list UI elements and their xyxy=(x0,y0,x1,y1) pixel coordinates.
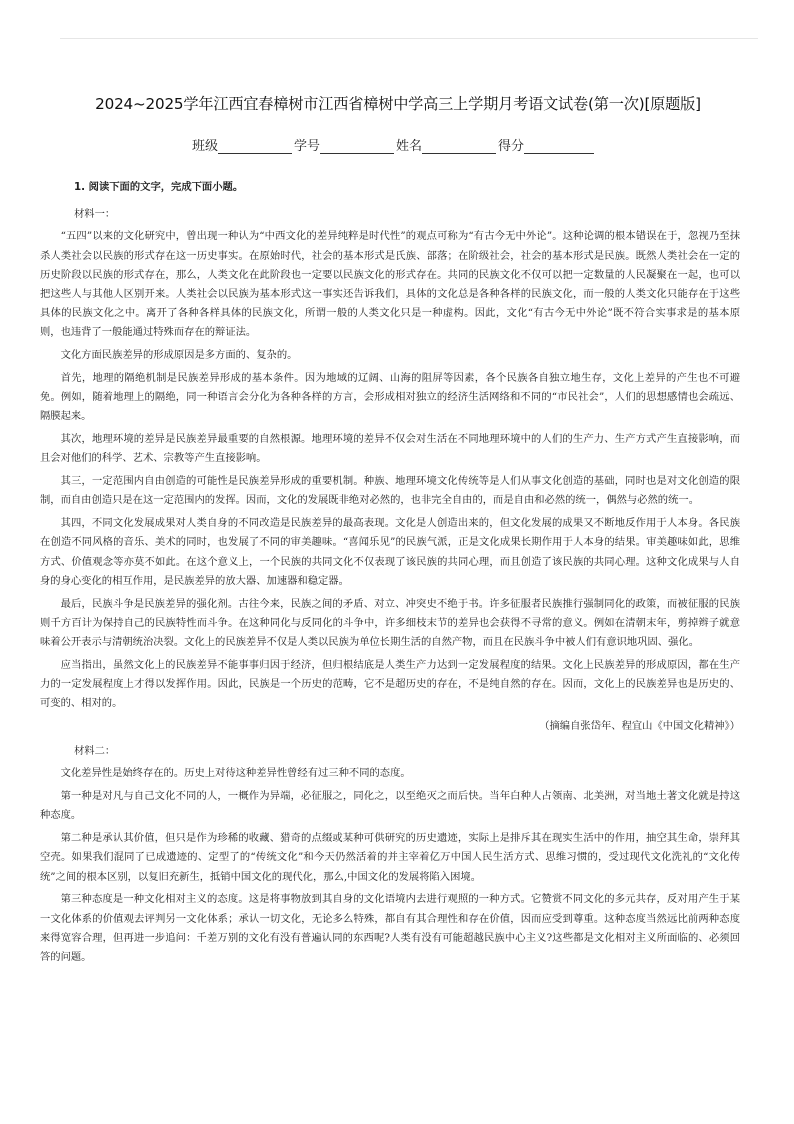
material1-paragraph: 文化方面民族差异的形成原因是多方面的、复杂的。 xyxy=(60,349,298,362)
student-info-row xyxy=(192,135,596,154)
material1-source: （摘编自张岱年、程宜山《中国文化精神》） xyxy=(539,720,740,733)
document-body xyxy=(40,178,740,971)
material1-paragraph: 应当指出，虽然文化上的民族差异不能事事归因于经济，但归根结底是人类生产力达到一定发展程度的结果。文化上民族差异的形成原因，都在生产力的一定发展程度上才得以发挥作用。因此，民族是一个历史的范畴，它不是超历史的存在，不是纯自然的存在。因而，文化上的民族差异也是历史的、可变的、相对的。 xyxy=(40,658,740,710)
material2-paragraph: 文化差异性是始终存在的。历史上对待这种差异性曾经有过三种不同的态度。 xyxy=(60,767,411,780)
name-blank[interactable] xyxy=(422,139,496,154)
material2-paragraph: 第二种是承认其价值，但只是作为珍稀的收藏、猎奇的点缀或某种可供研究的历史遗迹，实际上是排斥其在现实生活中的作用，抽空其生命，崇拜其空壳。如果我们混同了已成遗迹的、定型了的“传统文化”和今天仍然活着的并主宰着亿万中国人民生活方式、思维习惯的，受过现代文化洗礼的“文化传统”之间的根本区别，以复旧充新生，抵销中国文化的现代化，那么,中国文化的发展将陷入困境。 xyxy=(40,832,740,883)
document-title: 2024~2025学年江西宜春樟树市江西省樟树中学高三上学期月考语文试卷(第一次)[原题版] xyxy=(95,95,701,113)
material2-paragraph: 第一种是对凡与自己文化不同的人，一概作为异端，必征服之，同化之，以至绝灭之而后快。当年白种人占领南、北美洲，对当地土著文化就是持这种态度。 xyxy=(40,790,740,822)
info-label-score: 得分 xyxy=(498,139,525,154)
material1-paragraph: 其四，不同文化发展成果对人类自身的不同改造是民族差异的最高表现。文化是人创造出来的，但文化发展的成果又不断地反作用于人本身。各民族在创造不同风格的音乐、美术的同时，也发展了不同的审美趣味。“喜闻乐见”的民族气派，正是文化成果长期作用于人本身的结果。审美趣味如此，思维方式、价值观念等亦莫不如此。在这个意义上，一个民族的共同文化不仅表现了该民族的共同心理，而且创造了该民族的共同心理。这种文化成果与人自身的身心变化的相互作用，是民族差异的放大器、加速器和稳定器。 xyxy=(40,517,740,587)
info-label-class: 班级 xyxy=(192,139,219,154)
header-rule xyxy=(60,38,758,39)
material1-paragraph: “五四”以来的文化研究中，曾出现一种认为“中西文化的差异纯粹是时代性”的观点可称为“有古今无中外论”。这种论调的根本错误在于，忽视乃至抹杀人类社会以民族的形式存在这一历史事实。在原始时代，社会的基本形式是氏族、部落；在阶级社会，社会的基本形式是民族。既然人类社会在一定的历史阶段以民族的形式存在，那么，人类文化在此阶段也一定要以民族文化的形式存在。共同的民族文化不仅可以把一定数量的人民凝聚在一起，也可以把这些人与其他人区别开来。人类社会以民族为基本形式这一事实还告诉我们，具体的文化总是各种各样的民族文化，而一般的人类文化只能存在于这些具体的民族文化之中。离开了各种各样具体的民族文化，所谓一般的人类文化只是一种虚构。因此，文化“有古今无中外论”既不符合实事求是的基本原则，也违背了一般能通过特殊而存在的辩证法。 xyxy=(40,230,740,339)
material1-paragraph: 首先，地理的隔绝机制是民族差异形成的基本条件。因为地域的辽阔、山海的阻屏等因素，各个民族各自独立地生存，文化上差异的产生也不可避免。例如，随着地理上的隔绝，同一种语言会分化为各种各样的方言，会形成相对独立的经济生活网络和不同的“市民社会”，人们的思想感情也会疏远、隔膜起来。 xyxy=(40,372,740,423)
material1-paragraph: 其次，地理环境的差异是民族差异最重要的自然根源。地理环境的差异不仅会对生活在不同地理环境中的人们的生产力、生产方式产生直接影响，而且会对他们的科学、艺术、宗教等产生直接影响。 xyxy=(40,433,740,465)
material2-label: 材料二： xyxy=(74,745,116,758)
question-heading: 1. 阅读下面的文字，完成下面小题。 xyxy=(74,181,244,193)
number-blank[interactable] xyxy=(320,139,394,154)
material1-paragraph: 最后，民族斗争是民族差异的强化剂。古往今来，民族之间的矛盾、对立、冲突史不绝于书。许多征服者民族推行强制同化的政策，而被征服的民族则千方百计为保持自己的民族特性而斗争。在这种同化与反同化的斗争中，许多细枝末节的差异也会获得不寻常的意义。例如在清朝末年，剪掉辫子就意味着公开表示与清朝统治决裂。文化上的民族差异不仅是人类以民族为单位长期生活的自然产物，而且在民族斗争中被人们有意识地巩固、强化。 xyxy=(40,597,740,649)
material2-paragraph: 第三种态度是一种文化相对主义的态度。这是将事物放到其自身的文化语境内去进行观照的一种方式。它赞赏不同文化的多元共存，反对用产生于某一文化体系的价值观去评判另一文化体系；承认一切文化，无论多么特殊，都自有其合理性和存在价值，因而应受到尊重。这种态度当然远比前两种态度来得宽容合理，但再进一步追问：千差万别的文化有没有普遍认同的东西呢?人类有没有可能超越民族中心主义?这些都是文化相对主义所面临的、必须回答的问题。 xyxy=(40,893,740,964)
score-blank[interactable] xyxy=(524,139,594,154)
material1-label: 材料一： xyxy=(74,208,116,221)
info-label-name: 姓名 xyxy=(396,139,423,154)
info-label-number: 学号 xyxy=(294,139,321,154)
material1-paragraph: 其三，一定范围内自由创造的可能性是民族差异形成的重要机制。种族、地理环境文化传统等是人们从事文化创造的基础，同时也是对文化创造的限制，而自由创造只是在这一定范围内的发挥。因而，文化的发展既非绝对必然的，也非完全自由的，而是自由和必然的统一，偶然与必然的统一。 xyxy=(40,475,740,507)
class-blank[interactable] xyxy=(218,139,292,154)
